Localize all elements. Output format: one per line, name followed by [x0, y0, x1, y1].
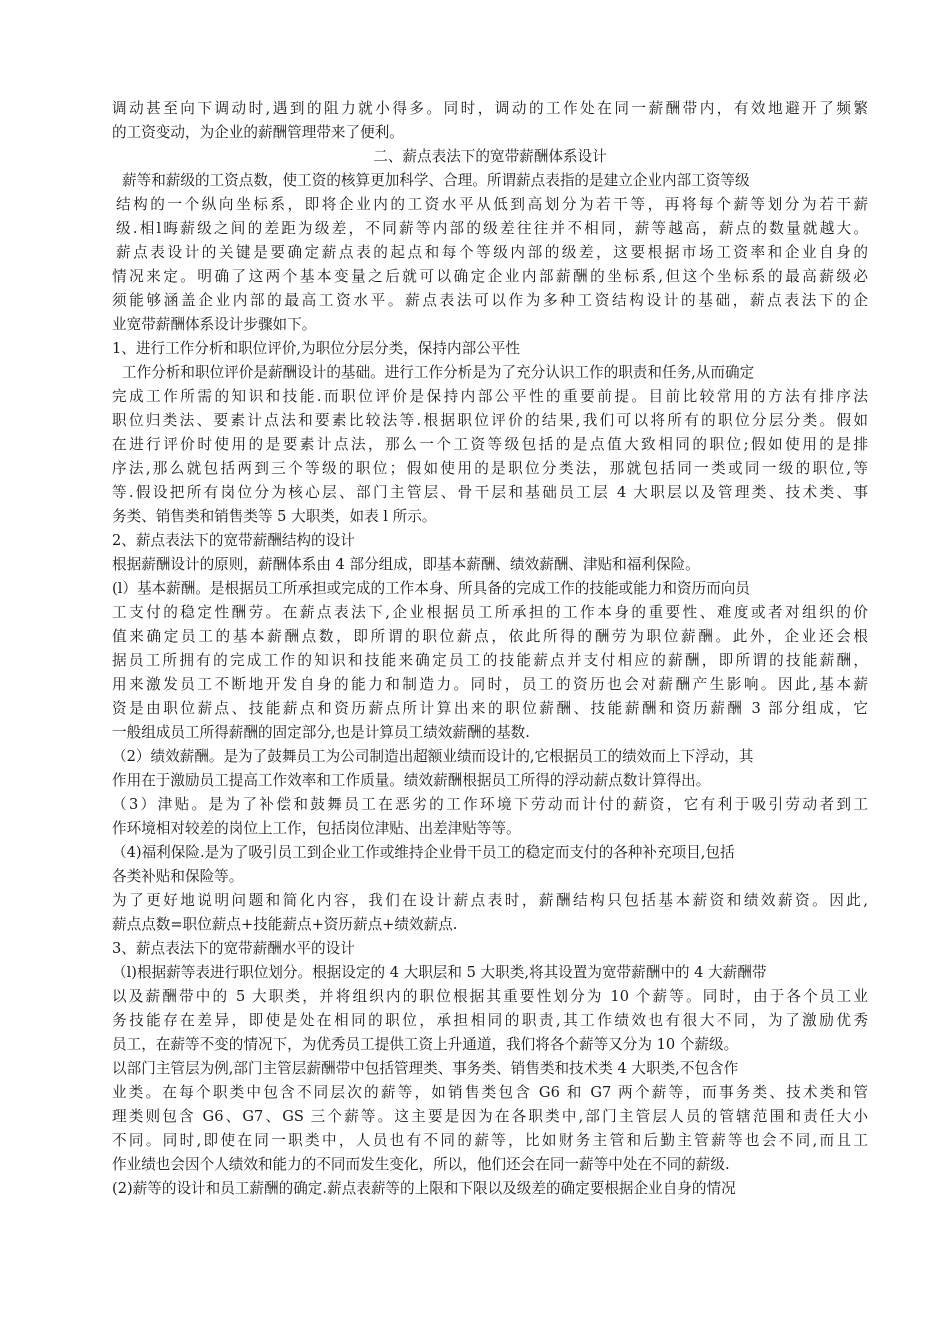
text-line: 情况来定。明确了这两个基本变量之后就可以确定企业内部薪酬的坐标系,但这个坐标系的最高薪级必 [112, 268, 868, 285]
text-line: 职位归类法、要素计点法和要素比较法等.根据职位评价的结果,我们可以将所有的职位分层分类。假如 [112, 412, 868, 429]
text-line: 员工，在薪等不变的情况下，为优秀员工提供工资上升通道，我们将各个薪等又分为 10 个薪级。 [112, 1036, 739, 1053]
text-line: 等.假设把所有岗位分为核心层、部门主管层、骨干层和基础员工层 4 大职层以及管理类、技术类、事 [112, 484, 868, 501]
text-line: 一般组成员工所得薪酬的固定部分,也是计算员工绩效薪酬的基数. [112, 724, 530, 741]
text-line: 根据薪酬设计的原则，薪酬体系由 4 部分组成，即基本薪酬、绩效薪酬、津贴和福利保险。 [112, 556, 700, 573]
text-line: 用来激发员工不断地开发自身的能力和制造力。同时，员工的资历也会对薪酬产生影响。因此,基本薪 [112, 676, 868, 693]
text-line: 值来确定员工的基本薪酬点数，即所谓的职位薪点，依此所得的酬劳为职位薪酬。此外，企业还会根 [112, 628, 868, 645]
text-line: 调动甚至向下调动时,遇到的阻力就小得多。同时，调动的工作处在同一薪酬带内，有效地避开了频繁 [112, 100, 868, 117]
text-line: 各类补贴和保险等。 [112, 868, 244, 885]
text-line: 级.相l晦薪级之间的差距为级差，不同薪等内部的级差往往并不相同，薪等越高，薪点的数量就越大。 [116, 220, 868, 237]
text-line: 3、薪点表法下的宽带薪酬水平的设计 [112, 940, 355, 957]
text-line: 以及薪酬带中的 5 大职类，并将组织内的职位根据其重要性划分为 10 个薪等。同时，由于各个员工业 [112, 988, 868, 1005]
text-line: 2、薪点表法下的宽带薪酬结构的设计 [112, 532, 355, 549]
text-line: 业类。在每个职类中包含不同层次的薪等，如销售类包含 G6 和 G7 两个薪等，而事务类、技术类和管 [112, 1084, 868, 1101]
text-line: 作用在于激励员工提高工作效率和工作质量。绩效薪酬根据员工所得的浮动薪点数计算得出。 [112, 772, 711, 789]
text-line: 薪点表设计的关键是要确定薪点表的起点和每个等级内部的级差，这要根据市场工资率和企业自身的 [116, 244, 868, 261]
text-line: 据员工所拥有的完成工作的知识和技能来确定员工的技能薪点并支付相应的薪酬，即所谓的技能薪酬， [112, 652, 868, 669]
text-line: 作业绩也会因个人绩效和能力的不同而发生变化，所以，他们还会在同一薪等中处在不同的薪级. [112, 1156, 730, 1173]
text-line: 薪等和薪级的工资点数，使工资的核算更加科学、合理。所谓薪点表指的是建立企业内部工资等级 [122, 172, 750, 189]
text-line: 的工资变动，为企业的薪酬管理带来了便利。 [112, 124, 404, 141]
text-line: （2）绩效薪酬。是为了鼓舞员工为公司制造出超额业绩而设计的,它根据员工的绩效而上下浮动，其 [112, 748, 754, 765]
section-heading: 二、薪点表法下的宽带薪酬体系设计 [373, 148, 607, 165]
text-line: 1、进行工作分析和职位评价,为职位分层分类，保持内部公平性 [112, 340, 520, 357]
text-line: 工作分析和职位评价是薪酬设计的基础。进行工作分析是为了充分认识工作的职责和任务,从而确定 [122, 364, 755, 381]
text-line: 薪点点数=职位薪点+技能薪点+资历薪点+绩效薪点. [112, 916, 458, 933]
text-line: 理类则包含 G6、G7、GS 三个薪等。这主要是因为在各职类中,部门主管层人员的管辖范围和责任大小 [112, 1108, 868, 1125]
text-line: 工支付的稳定性酬劳。在薪点表法下,企业根据员工所承担的工作本身的重要性、难度或者对组织的价 [112, 604, 868, 621]
text-line: 务类、销售类和销售类等 5 大职类，如表 l 所示。 [112, 508, 437, 525]
text-line: 作环境相对较差的岗位上工作，包括岗位津贴、出差津贴等等。 [112, 820, 521, 837]
text-line: 序法,那么就包括两到三个等级的职位；假如使用的是职位分类法，那就包括同一类或同一级的职位,等 [112, 460, 868, 477]
text-line: 不同。同时,即使在同一职类中，人员也有不同的薪等，比如财务主管和后勤主管薪等也会不同,而且工 [112, 1132, 868, 1149]
text-line: 须能够涵盖企业内部的最高工资水平。薪点表法可以作为多种工资结构设计的基础，薪点表法下的企 [112, 292, 868, 309]
text-line: 务技能存在差异，即使是处在相同的职位，承担相同的职责,其工作绩效也有很大不同，为了激励优秀 [112, 1012, 868, 1029]
text-line: 在进行评价时使用的是要素计点法，那么一个工资等级包括的是点值大致相同的职位;假如使用的是排 [112, 436, 868, 453]
text-line: （l)根据薪等表进行职位划分。根据设定的 4 大职层和 5 大职类,将其设置为宽带薪酬中的 4 大薪酬带 [112, 964, 767, 981]
text-line: 结构的一个纵向坐标系，即将企业内的工资水平从低到高划分为若干等，再将每个薪等划分为若干薪 [116, 196, 868, 213]
text-line: 业宽带薪酬体系设计步骤如下。 [112, 316, 317, 333]
document-page [112, 97, 868, 1201]
text-line: 为了更好地说明问题和简化内容，我们在设计薪点表时，薪酬结构只包括基本薪资和绩效薪资。因此, [112, 892, 868, 909]
text-line: （3）津贴。是为了补偿和鼓舞员工在恶劣的工作环境下劳动而计付的薪资，它有利于吸引劳动者到工 [112, 796, 868, 813]
text-line: (2)薪等的设计和员工薪酬的确定.薪点表薪等的上限和下限以及级差的确定要根据企业自身的情况 [112, 1180, 736, 1197]
text-line: （4)福利保险.是为了吸引员工到企业工作或维持企业骨干员工的稳定而支付的各种补充项目,包括 [112, 844, 735, 861]
text-line: (l）基本薪酬。是根据员工所承担或完成的工作本身、所具备的完成工作的技能或能力和资历而向员 [112, 580, 750, 597]
text-line: 完成工作所需的知识和技能.而职位评价是保持内部公平性的重要前提。目前比较常用的方法有排序法 [112, 388, 868, 405]
text-line: 资是由职位薪点、技能薪点和资历薪点所计算出来的职位薪酬、技能薪酬和资历薪酬 3 部分组成，它 [112, 700, 868, 717]
text-line: 以部门主管层为例,部门主管层薪酬带中包括管理类、事务类、销售类和技术类 4 大职类,不包含作 [112, 1060, 739, 1077]
